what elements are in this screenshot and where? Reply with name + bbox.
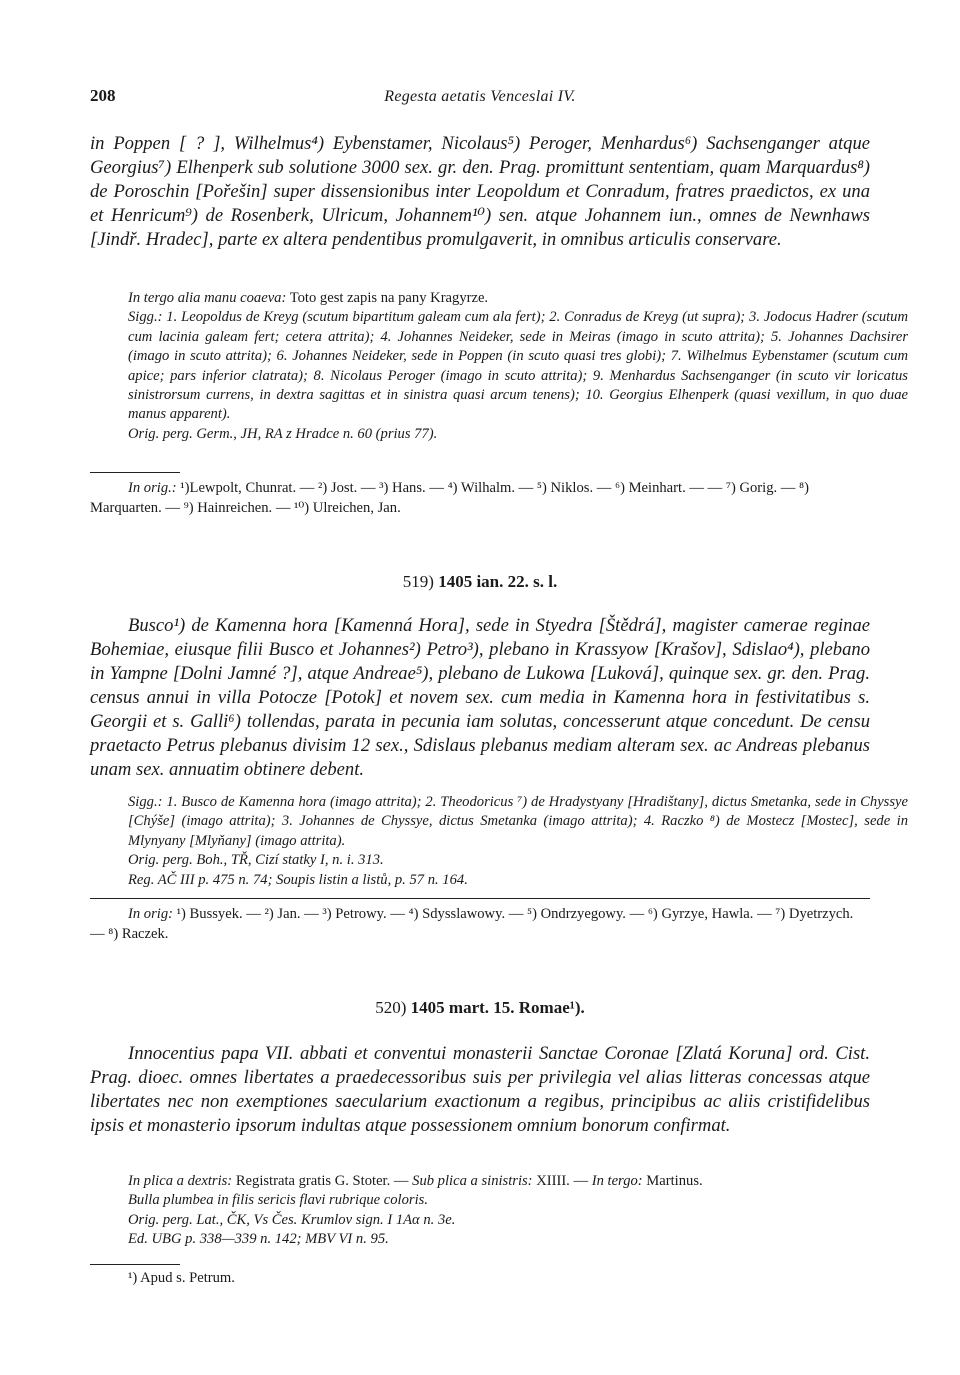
footnote-rule: [90, 1264, 180, 1265]
subplica-text: XIIII. —: [532, 1173, 592, 1189]
entry-518-text: in Poppen [ ? ], Wilhelmus⁴) Eybenstamer, Nicolaus⁵) Peroger, Menhardus⁶) Sachsenganger atque Georgius⁷) Elhenperk sub solutione 3000 sex. gr. den. Prag. promittunt sententiam, quam Marquardus⁸) de Poroschin [Pořešin] super dissensionibus inter Leopoldum et Conradum, fratres praedictos, ex una et Henricum⁹) de Rosenberk, Ulricum, Johannem¹⁰) sen. atque Johannem iun., omnes de Newnhaws [Jindř. Hradec], parte ex altera pendentibus promulgaverit, in omnibus articulis conservare.: [90, 133, 870, 250]
page-number: 208: [90, 86, 116, 105]
plica-note: [128, 1172, 908, 1191]
footnote-text: ¹) Bussyek. — ²) Jan. — ³) Petrowy. — ⁴) Sdysslawowy. — ⁵) Ondrzyegowy. — ⁶) Gyrzye, Hawla. — ⁷) Dyetrzych. — ⁸) Raczek.: [90, 906, 854, 942]
footnote-text: ¹)Lewpolt, Chunrat. — ²) Jost. — ³) Hans. — ⁴) Wilhalm. — ⁵) Niklos. — ⁶) Meinhart. — — ⁷) Gorig. — ⁸) Marquarten. — ⁹) Hainreichen. — ¹⁰) Ulreichen, Jan.: [90, 480, 809, 516]
sigg-note: Sigg.: 1. Busco de Kamenna hora (imago attrita); 2. Theodoricus ⁷) de Hradystyany [Hradištany], dictus Smetanka, sede in Chyssye [Chýše] (imago attrita); 3. Johannes de Chyssye, dictus Smetanka (imago attrita); 4. Raczko ⁸) de Mostecz [Mostec], sede in Mlynyany [Mlyňany] (imago attrita).: [128, 794, 908, 849]
tergo-note: [128, 289, 908, 308]
footnote-rule: [90, 898, 870, 899]
entry-520-footnotes: [90, 1268, 870, 1288]
ed-note: Ed. UBG p. 338—339 n. 142; MBV VI n. 95.: [128, 1231, 389, 1248]
entry-520-heading: [0, 998, 960, 1018]
entry-519-footnotes: [90, 904, 870, 944]
footnote-label: In orig.:: [128, 480, 177, 496]
entry-date: 1405 ian. 22. s. l.: [438, 572, 558, 591]
entry-date: 1405 mart. 15. Romae¹).: [410, 998, 585, 1017]
entry-518-notes: [90, 289, 908, 444]
orig-note: Orig. perg. Lat., ČK, Vs Čes. Krumlov sign. I 1Aα n. 3e.: [128, 1211, 456, 1228]
entry-518-footnotes: [90, 478, 870, 518]
entry-519-heading: [0, 572, 960, 592]
entry-519-notes: [90, 793, 908, 890]
footnote-label: In orig:: [128, 906, 173, 922]
entry-520-text: Innocentius papa VII. abbati et conventui monasterii Sanctae Coronae [Zlatá Koruna] ord. Cist. Prag. dioec. omnes libertates a praedecessoribus suis per privilegia vel alias litteras concessas atque libertates nec non exemptiones saecularium exactionum a regibus, principibus ac aliis cristifidelibus ipsis et monasterio ipsorum indultas atque possessionem omnium bonorum confirmat.: [90, 1043, 870, 1136]
orig-note: Orig. perg. Germ., JH, RA z Hradce n. 60 (prius 77).: [128, 425, 438, 442]
entry-519-text: Busco¹) de Kamenna hora [Kamenná Hora], sede in Styedra [Štědrá], magister camerae reginae Bohemiae, eiusque filii Busco et Johannes²) Petro³), plebano in Krassyow [Krašov], Sdislao⁴), plebano in Yampne [Dolni Jamné ?], atque Andreae⁵), plebano de Lukowa [Luková], quinque sex. gr. den. Prag. census annui in villa Potocze [Potok] et novem sex. cum media in Kamenna hora in festivitatibus s. Georgii et s. Galli⁶) tollendas, parata in pecunia iam solutas, concesserunt atque concedunt. De censu praetacto Petrus plebanus divisim 12 sex., Sdislaus plebanus mediam alteram sex. ac Andreas plebanus unam sex. annuatim obtinere debent.: [90, 615, 870, 780]
plica-text: Registrata gratis G. Stoter. —: [232, 1173, 413, 1189]
tergo-label: In tergo alia manu coaeva:: [128, 290, 287, 306]
entry-520-notes: [90, 1172, 908, 1250]
plica-label: In plica a dextris:: [128, 1173, 233, 1189]
tergo-text: Toto gest zapis na pany Kragyrze.: [286, 290, 489, 306]
reg-note: Reg. AČ III p. 475 n. 74; Soupis listin a listů, p. 57 n. 164.: [128, 871, 468, 888]
running-head: Regesta aetatis Venceslai IV.: [384, 88, 576, 105]
entry-number: 519): [402, 572, 439, 591]
tergo-label: In tergo:: [591, 1173, 643, 1189]
entry-number: 520): [375, 998, 411, 1017]
sigg-note: Sigg.: 1. Leopoldus de Kreyg (scutum bipartitum galeam cum ala fert); 2. Conradus de Kreyg (ut supra); 3. Jodocus Hadrer (scutum cum lacinia galeam fert; cetera attrita); 4. Johannes Neideker, sede in Meiras (imago in scuto attrita); 5. Johannes Dachsirer (imago in scuto attrita); 6. Johannes Neideker, sede in Poppen (in scuto quasi tres globi); 7. Wilhelmus Eybenstamer (scutum cum apice; pars inferior clatrata); 8. Nicolaus Peroger (imago in scuto attrita); 9. Menhardus Sachsenganger (in scuto vir loricatus sinistrorsum currens, in dextra sagittas et in sinistra quasi arcum tenens); 10. Georgius Elhenperk (quasi vexillum, in quo duae manus apparent).: [128, 309, 908, 423]
footnote-text: ¹) Apud s. Petrum.: [128, 1270, 235, 1286]
bulla-note: Bulla plumbea in filis sericis flavi rubrique coloris.: [128, 1192, 428, 1209]
subplica-label: Sub plica a sinistris:: [412, 1173, 533, 1189]
page-header: [90, 86, 870, 112]
footnote-rule: [90, 472, 180, 473]
tergo-text: Martinus.: [642, 1173, 703, 1189]
orig-note: Orig. perg. Boh., TŘ, Cizí statky I, n. i. 313.: [128, 852, 384, 869]
